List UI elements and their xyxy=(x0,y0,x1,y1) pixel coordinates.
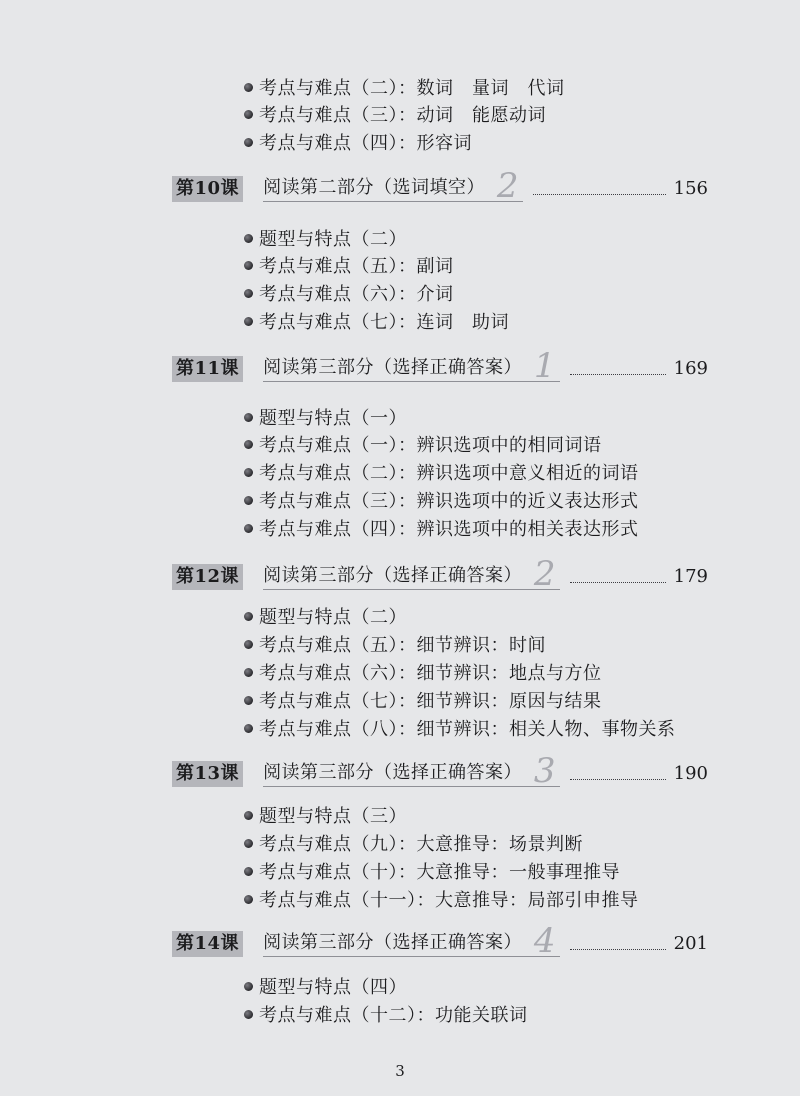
toc-item-label: 考点与难点（八）：细节辨识：相关人物、事物关系 xyxy=(259,719,676,740)
toc-item xyxy=(244,858,620,884)
toc-item-label: 考点与难点（九）：大意推导：场景判断 xyxy=(259,834,583,855)
lesson-heading-10[interactable] xyxy=(172,166,708,206)
page-number: 201 xyxy=(673,933,708,954)
bullet-icon xyxy=(244,811,253,820)
toc-item-label: 题型与特点（二） xyxy=(259,607,407,628)
bullet-icon xyxy=(244,440,253,449)
toc-item xyxy=(244,404,407,430)
toc-item xyxy=(244,101,546,127)
toc-item xyxy=(244,225,407,251)
toc-item-label: 考点与难点（二）：数词 量词 代词 xyxy=(259,78,565,99)
lesson-title-text: 阅读第三部分（选择正确答案） xyxy=(263,565,523,586)
toc-item xyxy=(244,252,454,278)
dot-leader xyxy=(570,948,666,950)
bullet-icon xyxy=(244,413,253,422)
toc-item-label: 题型与特点（四） xyxy=(259,977,407,998)
toc-item xyxy=(244,715,676,741)
toc-item xyxy=(244,830,583,856)
lesson-number: 第10课 xyxy=(172,176,243,202)
bullet-icon xyxy=(244,612,253,621)
toc-item-label: 考点与难点（六）：细节辨识：地点与方位 xyxy=(259,663,602,684)
toc-item-label: 考点与难点（一）：辨识选项中的相同词语 xyxy=(259,435,602,456)
bullet-icon xyxy=(244,261,253,270)
lesson-title-text: 阅读第三部分（选择正确答案） xyxy=(263,762,523,783)
toc-item xyxy=(244,431,602,457)
bullet-icon xyxy=(244,110,253,119)
toc-item-label: 题型与特点（三） xyxy=(259,806,407,827)
toc-item-label: 考点与难点（三）：动词 能愿动词 xyxy=(259,105,546,126)
bullet-icon xyxy=(244,1010,253,1019)
part-number: 4 xyxy=(533,921,557,961)
page-number: 179 xyxy=(673,566,708,587)
bullet-icon xyxy=(244,83,253,92)
lesson-heading-14[interactable] xyxy=(172,921,708,961)
toc-item xyxy=(244,74,565,100)
page-number: 169 xyxy=(673,358,708,379)
toc-item-label: 考点与难点（四）：辨识选项中的相关表达形式 xyxy=(259,519,639,540)
page-number: 156 xyxy=(673,178,708,199)
dot-leader xyxy=(570,581,666,583)
toc-item xyxy=(244,659,602,685)
part-number: 3 xyxy=(533,751,557,791)
toc-item-label: 考点与难点（二）：辨识选项中意义相近的词语 xyxy=(259,463,639,484)
lesson-title-text: 阅读第二部分（选词填空） xyxy=(263,177,486,198)
toc-item-label: 题型与特点（二） xyxy=(259,229,407,250)
lesson-title-text: 阅读第三部分（选择正确答案） xyxy=(263,932,523,953)
lesson-number: 第13课 xyxy=(172,761,243,787)
lesson-title xyxy=(263,346,560,386)
toc-item-label: 考点与难点（十）：大意推导：一般事理推导 xyxy=(259,862,620,883)
toc-item xyxy=(244,487,639,513)
lesson-title xyxy=(263,921,560,961)
toc-item xyxy=(244,687,602,713)
toc-item xyxy=(244,886,639,912)
bullet-icon xyxy=(244,468,253,477)
page-number: 190 xyxy=(673,763,708,784)
toc-item xyxy=(244,308,509,334)
bullet-icon xyxy=(244,895,253,904)
bullet-icon xyxy=(244,524,253,533)
toc-item-label: 考点与难点（七）：连词 助词 xyxy=(259,312,509,333)
bullet-icon xyxy=(244,234,253,243)
part-number: 2 xyxy=(496,166,520,206)
toc-item xyxy=(244,973,407,999)
page-folio: 3 xyxy=(395,1062,405,1080)
bullet-icon xyxy=(244,867,253,876)
lesson-title xyxy=(263,166,523,206)
lesson-title xyxy=(263,751,560,791)
bullet-icon xyxy=(244,668,253,677)
toc-item-label: 考点与难点（六）：介词 xyxy=(259,284,454,305)
bullet-icon xyxy=(244,696,253,705)
bullet-icon xyxy=(244,289,253,298)
bullet-icon xyxy=(244,640,253,649)
toc-item-label: 考点与难点（三）：辨识选项中的近义表达形式 xyxy=(259,491,639,512)
toc-item xyxy=(244,280,454,306)
toc-item-label: 考点与难点（十一）：大意推导：局部引申推导 xyxy=(259,890,639,911)
toc-item xyxy=(244,631,546,657)
toc-item xyxy=(244,129,472,155)
toc-item-label: 考点与难点（七）：细节辨识：原因与结果 xyxy=(259,691,602,712)
toc-item xyxy=(244,802,407,828)
bullet-icon xyxy=(244,317,253,326)
toc-item xyxy=(244,1001,528,1027)
part-number: 1 xyxy=(533,346,557,386)
part-number: 2 xyxy=(533,554,557,594)
bullet-icon xyxy=(244,839,253,848)
toc-item-label: 考点与难点（五）：细节辨识：时间 xyxy=(259,635,546,656)
toc-item xyxy=(244,515,639,541)
dot-leader xyxy=(533,193,666,195)
lesson-title-text: 阅读第三部分（选择正确答案） xyxy=(263,357,523,378)
lesson-title xyxy=(263,554,560,594)
bullet-icon xyxy=(244,138,253,147)
toc-item xyxy=(244,459,639,485)
toc-item-label: 题型与特点（一） xyxy=(259,408,407,429)
bullet-icon xyxy=(244,724,253,733)
lesson-heading-13[interactable] xyxy=(172,751,708,791)
toc-item-label: 考点与难点（五）：副词 xyxy=(259,256,454,277)
bullet-icon xyxy=(244,496,253,505)
lesson-number: 第12课 xyxy=(172,564,243,590)
lesson-heading-11[interactable] xyxy=(172,346,708,386)
toc-item xyxy=(244,603,407,629)
lesson-heading-12[interactable] xyxy=(172,554,708,594)
lesson-number: 第11课 xyxy=(172,356,243,382)
dot-leader xyxy=(570,373,666,375)
lesson-number: 第14课 xyxy=(172,931,243,957)
toc-item-label: 考点与难点（十二）：功能关联词 xyxy=(259,1005,528,1026)
bullet-icon xyxy=(244,982,253,991)
dot-leader xyxy=(570,778,666,780)
toc-item-label: 考点与难点（四）：形容词 xyxy=(259,133,472,154)
